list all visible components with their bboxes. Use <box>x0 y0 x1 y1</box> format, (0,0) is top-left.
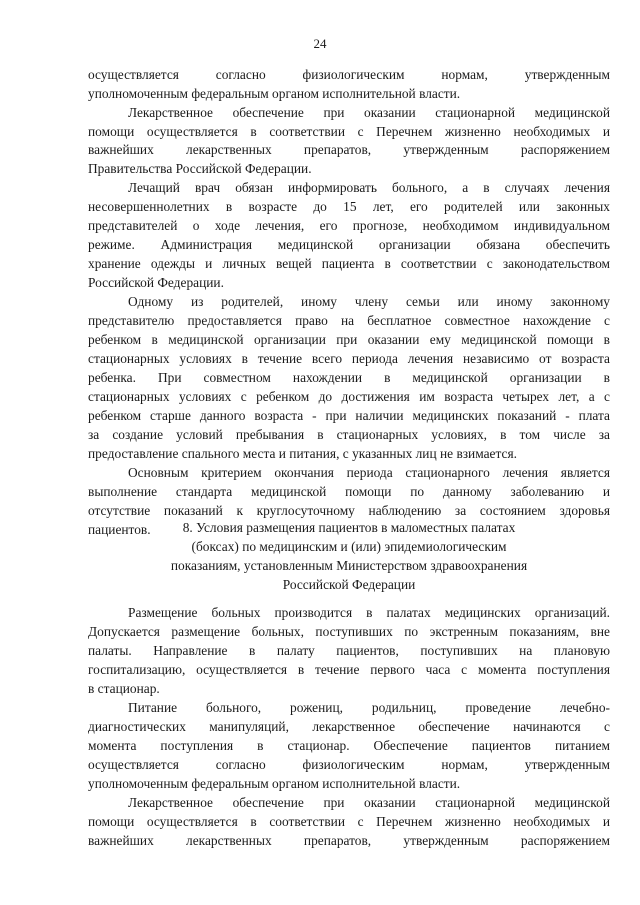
text-line: важнейших лекарственных препаратов, утвержденным распоряжением <box>88 833 610 848</box>
text-line: выполнение стандарта медицинской помощи по данному заболеванию и <box>88 484 610 499</box>
section-heading-line: (боксах) по медицинским и (или) эпидемиологическим <box>191 539 507 554</box>
text-line: режиме. Администрация медицинской организации обязана обеспечить <box>88 237 610 252</box>
text-line: помощи осуществляется в соответствии с Перечнем жизненно необходимых и <box>88 814 610 829</box>
text-line: госпитализацию, осуществляется в течение первого часа с момента поступления <box>88 662 610 677</box>
page-number: 24 <box>313 36 327 51</box>
text-line: Российской Федерации. <box>88 275 224 290</box>
text-line: стационарных условиях в течение всего периода лечения независимо от возраста <box>88 351 610 366</box>
text-line: Лечащий врач обязан информировать больного, а в случаях лечения <box>128 180 610 195</box>
text-line: пациентов. <box>88 522 151 537</box>
text-line: Основным критерием окончания периода стационарного лечения является <box>128 465 610 480</box>
section-heading-line: показаниям, установленным Министерством здравоохранения <box>170 558 528 573</box>
text-line: хранение одежды и личных вещей пациента в соответствии с законодательством <box>88 256 610 271</box>
text-line: отсутствие показаний к круглосуточному наблюдению за состоянием здоровья <box>88 503 610 518</box>
text-line: Питание больного, рожениц, родильниц, проведение лечебно- <box>128 700 610 715</box>
text-line: Размещение больных производится в палатах медицинских организаций. <box>128 605 610 620</box>
section-heading-line: Российской Федерации <box>282 577 416 592</box>
text-line: помощи осуществляется в соответствии с Перечнем жизненно необходимых и <box>88 124 610 139</box>
text-line: за создание условий пребывания в стационарных условиях, в том числе за <box>88 427 610 442</box>
text-line: ребенком старше данного возраста - при наличии медицинских показаний - плата <box>88 408 610 423</box>
text-line: представителей о ходе лечения, его прогнозе, необходимом индивидуальном <box>88 218 610 233</box>
text-line: несовершеннолетних в возрасте до 15 лет, его родителей или законных <box>88 199 610 214</box>
text-line: Одному из родителей, иному члену семьи или иному законному <box>128 294 610 309</box>
text-line: Лекарственное обеспечение при оказании стационарной медицинской <box>128 105 610 120</box>
text-line: ребенка. При совместном нахождении в медицинской организации в <box>88 370 610 385</box>
text-line: ребенком в медицинской организации при оказании ему медицинской помощи в <box>88 332 610 347</box>
text-line: в стационар. <box>88 681 160 696</box>
text-line: предоставление спального места и питания, с указанных лиц не взимается. <box>88 446 517 461</box>
text-line: момента поступления в стационар. Обеспечение пациентов питанием <box>88 738 610 753</box>
section-heading-line: 8. Условия размещения пациентов в маломестных палатах <box>182 520 516 535</box>
text-line: диагностических манипуляций, лекарственное обеспечение начинаются с <box>88 719 610 734</box>
text-line: Правительства Российской Федерации. <box>88 161 312 176</box>
text-line: Допускается размещение больных, поступивших по экстренным показаниям, вне <box>88 624 610 639</box>
text-line: стационарных условиях с ребенком до достижения им возраста четырех лет, а с <box>88 389 610 404</box>
text-line: осуществляется согласно физиологическим нормам, утвержденным <box>88 67 610 82</box>
text-line: уполномоченным федеральным органом исполнительной власти. <box>88 86 461 101</box>
text-line: палаты. Направление в палату пациентов, поступивших на плановую <box>88 643 610 658</box>
text-line: Лекарственное обеспечение при оказании стационарной медицинской <box>128 795 610 810</box>
text-line: важнейших лекарственных препаратов, утвержденным распоряжением <box>88 142 610 157</box>
text-line: уполномоченным федеральным органом исполнительной власти. <box>88 776 461 791</box>
text-line: представителю предоставляется право на бесплатное совместное нахождение с <box>88 313 610 328</box>
text-line: осуществляется согласно физиологическим нормам, утвержденным <box>88 757 610 772</box>
